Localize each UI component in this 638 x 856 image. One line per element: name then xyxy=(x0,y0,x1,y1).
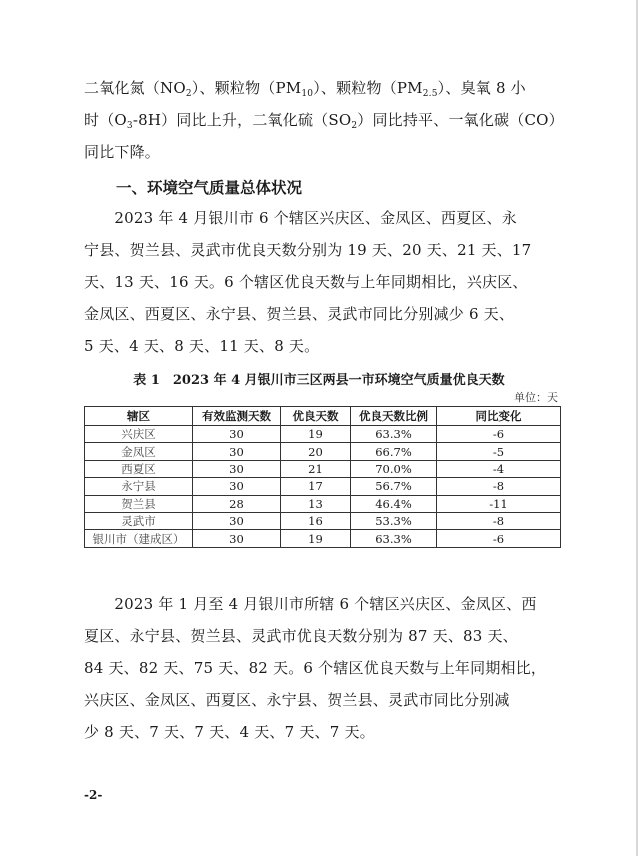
header-district: 辖区 xyxy=(85,407,193,426)
cell-yoy-change: -6 xyxy=(437,530,561,547)
paragraph1-line1: 二氧化氮$(NO_2)$、颗粒物$(PM_{10})$、颗粒物$(PM_{2.5})$、臭氧 8 小 xyxy=(84,79,526,99)
cell-district: 贺兰县 xyxy=(85,495,193,512)
table-row xyxy=(85,530,561,547)
cell-valid-days: 30 xyxy=(193,426,281,443)
cell-good-ratio: 46.4% xyxy=(351,495,437,512)
cell-good-ratio: 53.3% xyxy=(351,512,437,529)
table-row xyxy=(85,512,561,529)
cell-good-days: 19 xyxy=(281,530,351,547)
paragraph3-line: 2023 年 1 月至 4 月银川市所辖 6 个辖区兴庆区、金凤区、西 xyxy=(84,595,537,613)
cell-good-days: 13 xyxy=(281,495,351,512)
paragraph2-line: 宁县、贺兰县、灵武市优良天数分别为 19 天、20 天、21 天、17 xyxy=(84,241,532,259)
cell-valid-days: 30 xyxy=(193,460,281,477)
paragraph2-line: 5 天、4 天、8 天、11 天、8 天。 xyxy=(84,337,320,355)
table-header-row xyxy=(85,407,561,426)
paragraph3-line: 84 天、82 天、75 天、82 天。6 个辖区优良天数与上年同期相比， xyxy=(84,659,547,677)
table-row xyxy=(85,443,561,460)
paragraph2-line: 金凤区、西夏区、永宁县、贺兰县、灵武市同比分别减少 6 天、 xyxy=(84,305,515,323)
cell-yoy-change: -11 xyxy=(437,495,561,512)
paragraph3-line: 少 8 天、7 天、7 天、4 天、7 天、7 天。 xyxy=(84,723,375,741)
cell-valid-days: 30 xyxy=(193,478,281,495)
paragraph3-line: 夏区、永宁县、贺兰县、灵武市优良天数分别为 87 天、83 天、 xyxy=(84,627,518,645)
cell-district: 灵武市 xyxy=(85,512,193,529)
cell-valid-days: 30 xyxy=(193,530,281,547)
paragraph3-line: 兴庆区、金凤区、西夏区、永宁县、贺兰县、灵武市同比分别减 xyxy=(84,691,510,709)
cell-district: 兴庆区 xyxy=(85,426,193,443)
cell-good-ratio: 70.0% xyxy=(351,460,437,477)
paragraph2-line: 2023 年 4 月银川市 6 个辖区兴庆区、金凤区、西夏区、永 xyxy=(84,209,517,227)
paragraph1-line2: 时$(O_3-8H)$同比上升，二氧化硫$(SO_2)$同比持平、一氧化碳（CO） xyxy=(84,111,564,131)
header-good-days: 优良天数 xyxy=(281,407,351,426)
cell-yoy-change: -4 xyxy=(437,460,561,477)
header-good-ratio: 优良天数比例 xyxy=(351,407,437,426)
cell-yoy-change: -6 xyxy=(437,426,561,443)
cell-good-ratio: 66.7% xyxy=(351,443,437,460)
cell-district: 金凤区 xyxy=(85,443,193,460)
page-number: -2- xyxy=(84,788,103,802)
cell-good-ratio: 56.7% xyxy=(351,478,437,495)
cell-valid-days: 30 xyxy=(193,512,281,529)
table-caption: 表 1 2023 年 4 月银川市三区两县一市环境空气质量优良天数 xyxy=(133,373,505,388)
good-days-table xyxy=(84,406,561,548)
section-heading: 一、环境空气质量总体状况 xyxy=(116,179,303,197)
cell-yoy-change: -8 xyxy=(437,512,561,529)
table-row xyxy=(85,460,561,477)
paragraph1-line3: 同比下降。 xyxy=(84,143,161,161)
cell-district: 银川市（建成区） xyxy=(85,530,193,547)
cell-valid-days: 28 xyxy=(193,495,281,512)
header-yoy-change: 同比变化 xyxy=(437,407,561,426)
cell-yoy-change: -5 xyxy=(437,443,561,460)
cell-district: 永宁县 xyxy=(85,478,193,495)
table-unit: 单位：天 xyxy=(514,391,558,404)
cell-yoy-change: -8 xyxy=(437,478,561,495)
cell-valid-days: 30 xyxy=(193,443,281,460)
cell-good-days: 21 xyxy=(281,460,351,477)
header-valid-days: 有效监测天数 xyxy=(193,407,281,426)
paragraph2-line: 天、13 天、16 天。6 个辖区优良天数与上年同期相比，兴庆区、 xyxy=(84,273,528,291)
cell-good-days: 17 xyxy=(281,478,351,495)
cell-district: 西夏区 xyxy=(85,460,193,477)
cell-good-ratio: 63.3% xyxy=(351,530,437,547)
table-row xyxy=(85,478,561,495)
cell-good-days: 19 xyxy=(281,426,351,443)
cell-good-ratio: 63.3% xyxy=(351,426,437,443)
cell-good-days: 20 xyxy=(281,443,351,460)
cell-good-days: 16 xyxy=(281,512,351,529)
table-row xyxy=(85,426,561,443)
table-row xyxy=(85,495,561,512)
